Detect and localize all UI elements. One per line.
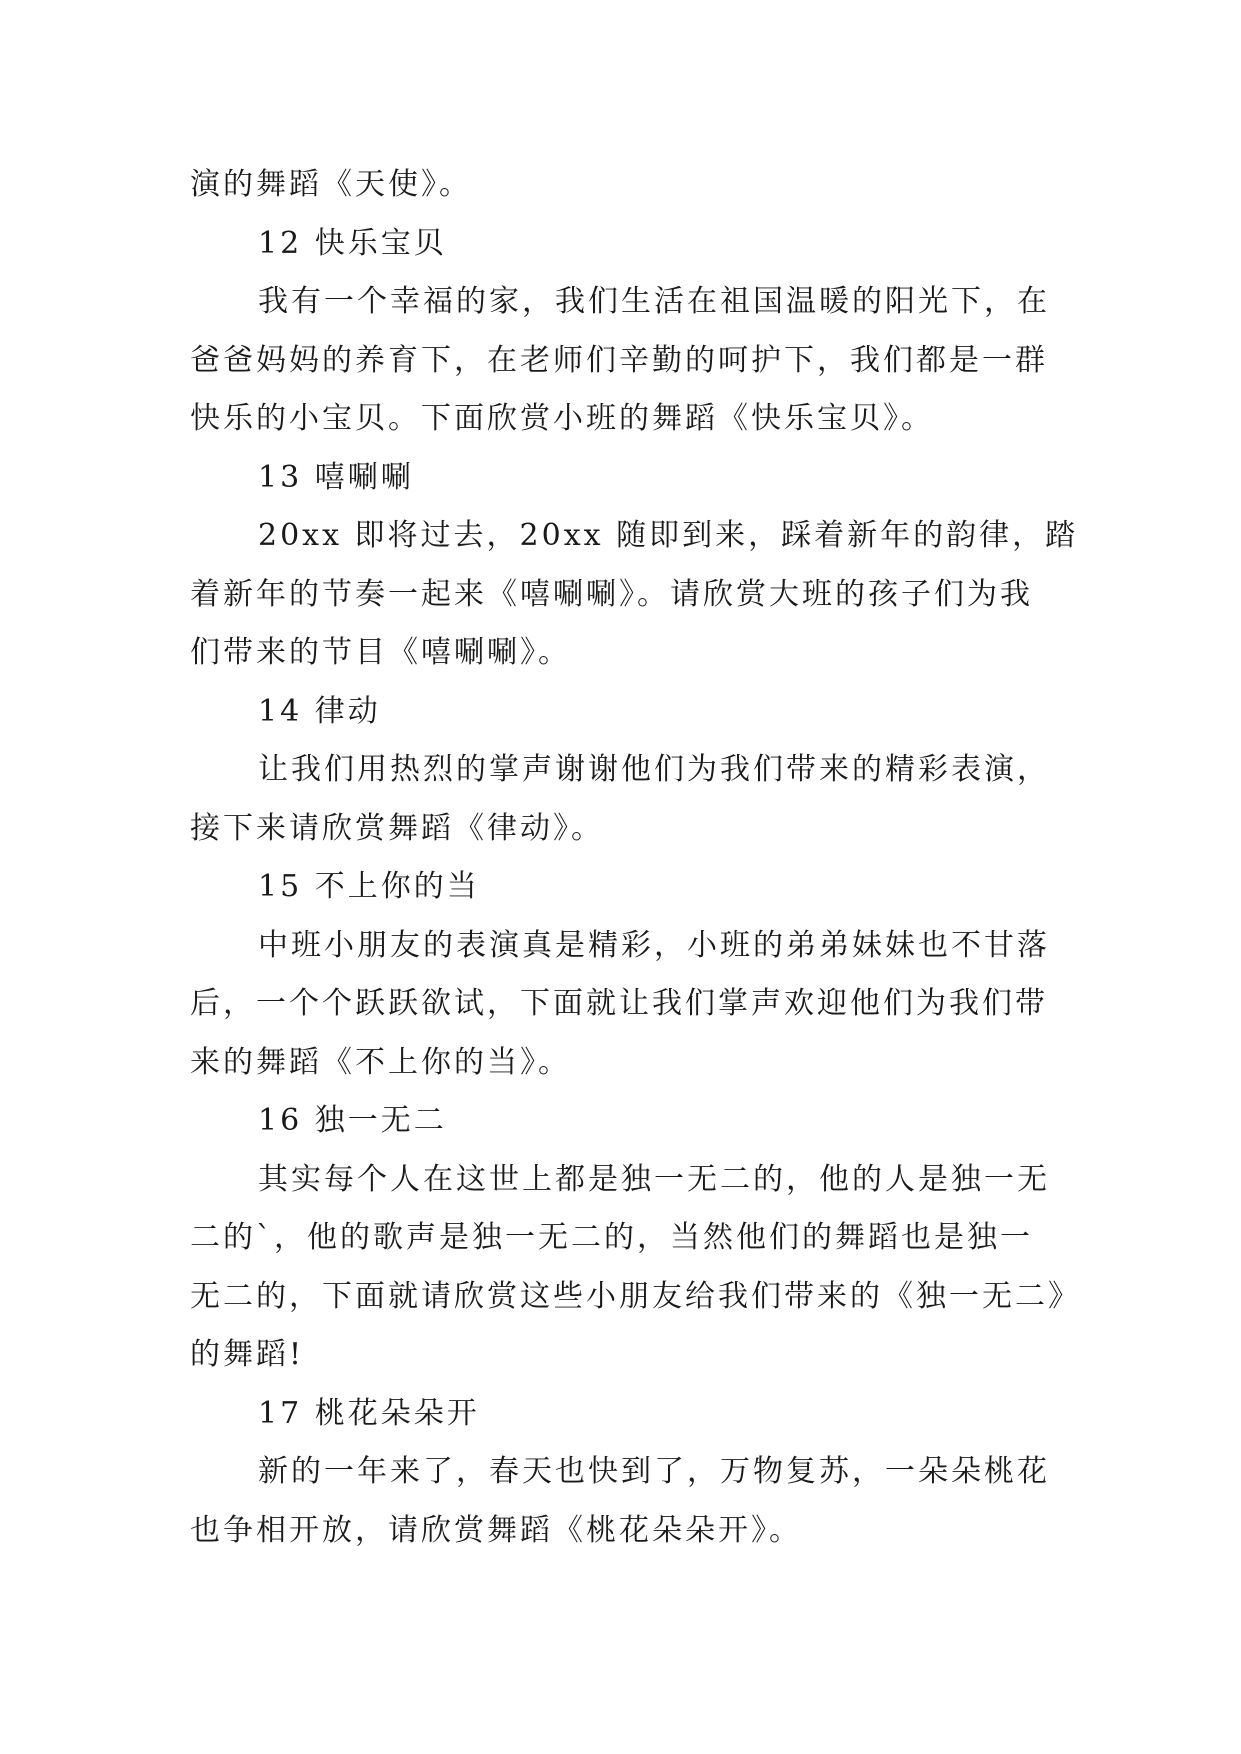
text-line: 后，一个个跃跃欲试，下面就让我们掌声欢迎他们为我们带: [190, 986, 1048, 1021]
section-heading: 15 不上你的当: [258, 869, 480, 904]
document-body: [190, 156, 1081, 1560]
text-line: 新的一年来了，春天也快到了，万物复苏，一朵朵桃花: [258, 1454, 1050, 1489]
text-line: 演的舞蹈《天使》。: [190, 167, 472, 202]
text-line: 无二的，下面就请欣赏这些小朋友给我们带来的《独一无二》: [190, 1278, 1081, 1314]
text-line: 让我们用热烈的掌声谢谢他们为我们带来的精彩表演，: [258, 752, 1050, 787]
section-heading: 14 律动: [258, 693, 381, 729]
text-line: 二的`，他的歌声是独一无二的，当然他们的舞蹈也是独一: [190, 1220, 1033, 1255]
text-line: 着新年的节奏一起来《嘻唰唰》。请欣赏大班的孩子们为我: [190, 576, 1033, 612]
section-heading: 13 嘻唰唰: [258, 459, 414, 495]
text-line: 接下来请欣赏舞蹈《律动》。: [190, 810, 604, 846]
text-line: 20xx 即将过去，20xx 随即到来，踩着新年的韵律，踏: [258, 518, 1079, 553]
text-line: 们带来的节目《嘻唰唰》。: [190, 635, 571, 670]
text-line: 爸爸妈妈的养育下，在老师们辛勤的呵护下，我们都是一群: [190, 342, 1048, 378]
section-heading: 12 快乐宝贝: [258, 225, 447, 261]
section-heading: 16 独一无二: [258, 1103, 447, 1138]
text-line: 的舞蹈!: [190, 1337, 305, 1372]
section-heading: 17 桃花朵朵开: [258, 1395, 480, 1431]
text-line: 其实每个人在这世上都是独一无二的，他的人是独一无: [258, 1161, 1050, 1197]
text-line: 快乐的小宝贝。下面欣赏小班的舞蹈《快乐宝贝》。: [190, 401, 934, 436]
text-line: 来的舞蹈《不上你的当》。: [190, 1044, 571, 1080]
text-line: 中班小朋友的表演真是精彩，小班的弟弟妹妹也不甘落: [258, 927, 1050, 963]
text-line: 我有一个幸福的家，我们生活在祖国温暖的阳光下，在: [258, 284, 1050, 319]
text-line: 也争相开放，请欣赏舞蹈《桃花朵朵开》。: [190, 1512, 802, 1548]
